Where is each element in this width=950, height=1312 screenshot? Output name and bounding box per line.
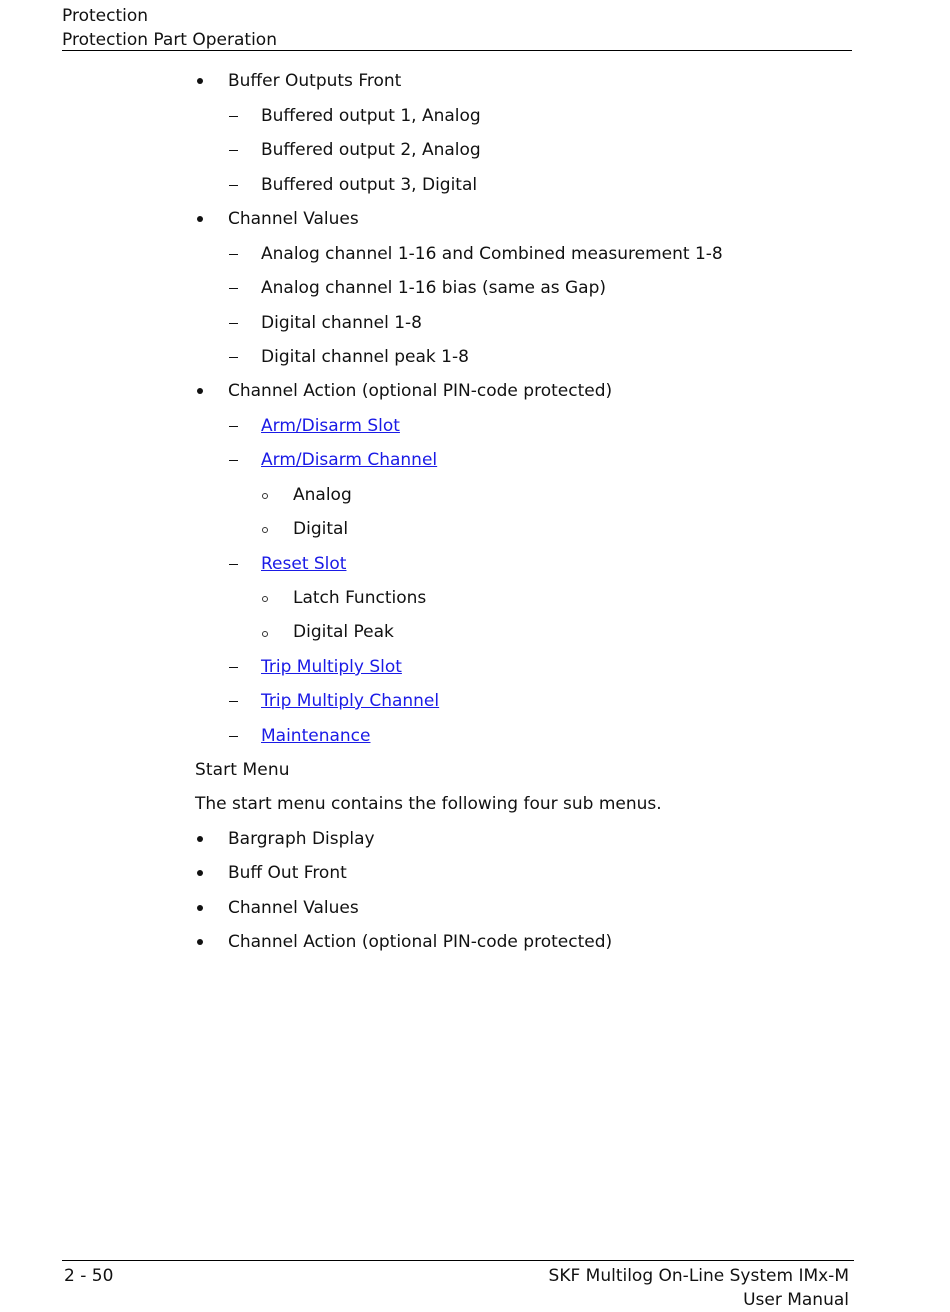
footer-doc-type: User Manual	[743, 1290, 849, 1310]
list-item: Buffer Outputs Front	[228, 71, 402, 91]
list-item: Analog channel 1-16 bias (same as Gap)	[261, 278, 607, 298]
list-item: Channel Values	[228, 209, 359, 229]
list-item-link	[261, 448, 437, 472]
dash-icon	[229, 426, 238, 427]
section-heading: Start Menu	[195, 760, 290, 780]
bullet-icon	[197, 870, 203, 876]
dash-icon	[229, 150, 238, 151]
list-item: Buffered output 3, Digital	[261, 175, 478, 195]
list-item: Latch Functions	[293, 588, 427, 608]
footer-product: SKF Multilog On-Line System IMx-M	[548, 1266, 849, 1286]
reset-slot-link[interactable]: Reset Slot	[261, 554, 347, 574]
list-item: Channel Action (optional PIN-code protected)	[228, 932, 613, 952]
dash-icon	[229, 185, 238, 186]
circle-bullet-icon	[262, 596, 268, 602]
maintenance-link[interactable]: Maintenance	[261, 726, 371, 746]
list-item-link	[261, 414, 400, 438]
list-item-link	[261, 689, 439, 713]
list-item-link	[261, 655, 402, 679]
trip-multiply-slot-link[interactable]: Trip Multiply Slot	[261, 657, 402, 677]
bullet-icon	[197, 216, 203, 222]
list-item: Buffered output 2, Analog	[261, 140, 481, 160]
list-item: Buff Out Front	[228, 863, 347, 883]
dash-icon	[229, 701, 238, 702]
bullet-icon	[197, 836, 203, 842]
list-item: Digital channel peak 1-8	[261, 347, 469, 367]
dash-icon	[229, 288, 238, 289]
list-item: Analog channel 1-16 and Combined measurement 1-8	[261, 244, 723, 264]
dash-icon	[229, 736, 238, 737]
list-item: Bargraph Display	[228, 829, 375, 849]
header-subsection: Protection Part Operation	[62, 30, 277, 50]
dash-icon	[229, 116, 238, 117]
dash-icon	[229, 323, 238, 324]
list-item: Digital Peak	[293, 622, 394, 642]
list-item: Digital channel 1-8	[261, 313, 422, 333]
dash-icon	[229, 357, 238, 358]
dash-icon	[229, 254, 238, 255]
dash-icon	[229, 564, 238, 565]
bullet-icon	[197, 939, 203, 945]
circle-bullet-icon	[262, 631, 268, 637]
list-item: Analog	[293, 485, 352, 505]
bullet-icon	[197, 905, 203, 911]
dash-icon	[229, 460, 238, 461]
bullet-icon	[197, 78, 203, 84]
list-item: Channel Values	[228, 898, 359, 918]
circle-bullet-icon	[262, 493, 268, 499]
list-item: Digital	[293, 519, 349, 539]
arm-disarm-slot-link[interactable]: Arm/Disarm Slot	[261, 416, 400, 436]
arm-disarm-channel-link[interactable]: Arm/Disarm Channel	[261, 450, 438, 470]
dash-icon	[229, 667, 238, 668]
list-item: Channel Action (optional PIN-code protected)	[228, 381, 613, 401]
footer-rule	[62, 1260, 854, 1261]
list-item: Buffered output 1, Analog	[261, 106, 481, 126]
header-rule	[62, 50, 852, 51]
trip-multiply-channel-link[interactable]: Trip Multiply Channel	[261, 691, 440, 711]
circle-bullet-icon	[262, 527, 268, 533]
list-item-link	[261, 724, 370, 748]
page-number: 2 - 50	[64, 1266, 114, 1286]
list-item-link	[261, 552, 346, 576]
section-intro: The start menu contains the following four sub menus.	[195, 794, 662, 814]
bullet-icon	[197, 388, 203, 394]
header-section: Protection	[62, 6, 149, 26]
